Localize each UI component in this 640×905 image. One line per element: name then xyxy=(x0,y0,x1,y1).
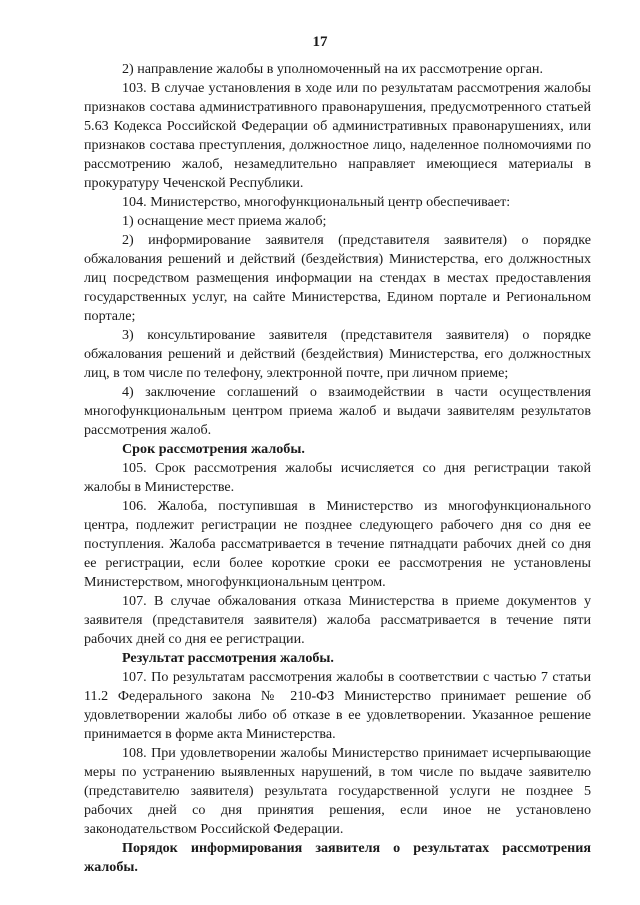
section-heading-result: Результат рассмотрения жалобы. xyxy=(122,650,334,666)
paragraph-103: 103. В случае установления в ходе или по результатам рассмотрения жалобы признаков состава административного правонарушения, предусмотренного статьей 5.63 Кодекса Российской Федерации об административных правонарушениях, или признаков состава преступления, должностное лицо, наделенное полномочиями по рассмотрению жалоб, незамедлительно направляет имеющиеся материалы в прокуратуру Чеченской Республики. xyxy=(84,80,591,191)
paragraph-104: 104. Министерство, многофункциональный центр обеспечивает: xyxy=(122,194,511,210)
paragraph-item-2: 2) направление жалобы в уполномоченный на их рассмотрение орган. xyxy=(122,61,543,77)
list-item-4: 4) заключение соглашений о взаимодействии в части осуществления многофункциональным центром приема жалоб и выдачи заявителям результатов рассмотрения жалоб. xyxy=(84,384,591,438)
page-number: 17 xyxy=(312,34,328,50)
section-heading-inform: Порядок информирования заявителя о результатах рассмотрения жалобы. xyxy=(84,840,591,875)
list-item-1: 1) оснащение мест приема жалоб; xyxy=(122,213,327,229)
section-heading-term: Срок рассмотрения жалобы. xyxy=(122,441,305,457)
paragraph-106: 106. Жалоба, поступившая в Министерство из многофункционального центра, подлежит регистрации не позднее следующего рабочего дня со дня ее поступления. Жалоба рассматривается в течение пятнадцати рабочих дней со дня ее регистрации, если более короткие сроки ее рассмотрения не установлены Министерством, многофункциональным центром. xyxy=(84,498,591,590)
paragraph-107a: 107. В случае обжалования отказа Министерства в приеме документов у заявителя (представителя заявителя) жалоба рассматривается в течение пяти рабочих дней со дня ее регистрации. xyxy=(84,593,591,647)
list-item-2: 2) информирование заявителя (представителя заявителя) о порядке обжалования решений и действий (бездействия) Министерства, его должностных лиц посредством размещения информации на стендах в местах предоставления государственных услуг, на сайте Министерства, Едином портале и Региональном портале; xyxy=(84,232,591,324)
paragraph-105: 105. Срок рассмотрения жалобы исчисляется со дня регистрации такой жалобы в Министерстве. xyxy=(84,460,591,495)
list-item-3: 3) консультирование заявителя (представителя заявителя) о порядке обжалования решений и действий (бездействия) Министерства, его должностных лиц, в том числе по телефону, электронной почте, при личном приеме; xyxy=(84,327,591,381)
paragraph-108: 108. При удовлетворении жалобы Министерство принимает исчерпывающие меры по устранению выявленных нарушений, в том числе по выдаче заявителю (представителю заявителя) результата государственной услуги не позднее 5 рабочих дней со дня принятия решения, если иное не установлено законодательством Российской Федерации. xyxy=(84,745,591,837)
paragraph-107b: 107. По результатам рассмотрения жалобы в соответствии с частью 7 статьи 11.2 Федерального закона № 210-ФЗ Министерство принимает решение об удовлетворении жалобы либо об отказе в ее удовлетворении. Указанное решение принимается в форме акта Министерства. xyxy=(84,669,591,742)
document-body xyxy=(84,60,591,877)
